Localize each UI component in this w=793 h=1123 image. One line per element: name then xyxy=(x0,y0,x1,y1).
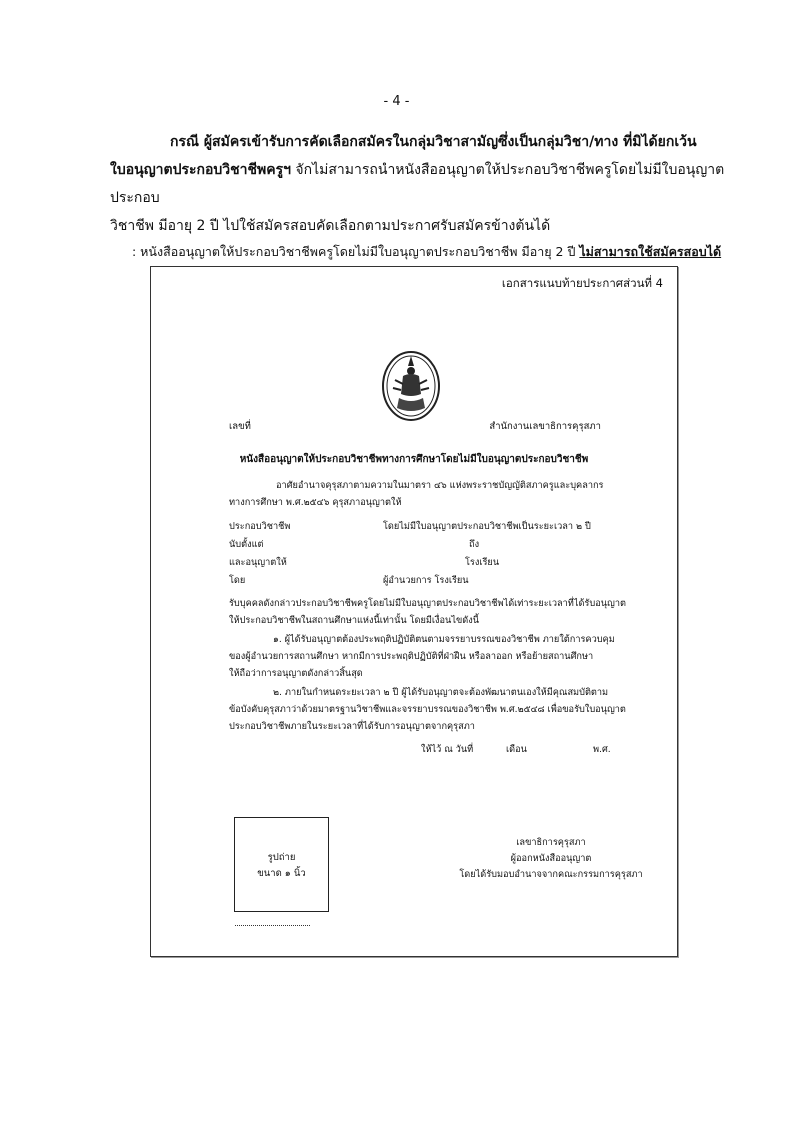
intro-line-1: กรณี ผู้สมัครเข้ารับการคัดเลือกสมัครในกลุ่มวิชาสามัญซึ่งเป็นกลุ่มวิชา/ทาง ที่มิได้ยกเว้น xyxy=(170,134,697,150)
para1-line-a: อาศัยอำนาจคุรุสภาตามความในมาตรา ๔๖ แห่งพระราชบัญญัติสภาครูและบุคลากร xyxy=(276,480,604,491)
sample-caption xyxy=(132,242,732,262)
field-profession-label: ประกอบวิชาชีพ xyxy=(229,521,291,532)
photo-placeholder xyxy=(234,817,329,912)
given-year-label: พ.ศ. xyxy=(593,744,611,755)
condition-1-line-a: ๑. ผู้ได้รับอนุญาตต้องประพฤติปฏิบัติตนตามจรรยาบรรณของวิชาชีพ ภายใต้การควบคุม xyxy=(273,634,615,645)
issuing-office: สำนักงานเลขาธิการคุรุสภา xyxy=(489,421,601,432)
signature-block xyxy=(441,835,661,883)
condition-2-line-b: ข้อบังคับคุรุสภาว่าด้วยมาตรฐานวิชาชีพและจรรยาบรรณของวิชาชีพ พ.ศ.๒๕๔๘ เพื่อขอรับใบอนุญาต xyxy=(229,704,626,715)
para2-line-b: ให้ประกอบวิชาชีพในสถานศึกษาแห่งนี้เท่านั้น โดยมีเงื่อนไขดังนี้ xyxy=(229,615,479,626)
field-profession-value: โดยไม่มีใบอนุญาตประกอบวิชาชีพเป็นระยะเวลา ๒ ปี xyxy=(383,521,591,532)
given-date-label: ให้ไว้ ณ วันที่ xyxy=(421,744,474,755)
permit-title: หนังสืออนุญาตให้ประกอบวิชาชีพทางการศึกษาโดยไม่มีใบอนุญาตประกอบวิชาชีพ xyxy=(239,454,589,465)
intro-line-2-rest: จักไม่สามารถนำหนังสืออนุญาตให้ประกอบวิชาชีพครูโดยไม่มีใบอนุญาตประกอบ xyxy=(110,162,725,206)
intro-paragraph xyxy=(110,128,732,240)
field-permit-label: และอนุญาตให้ xyxy=(229,557,287,568)
annex-label: เอกสารแนบท้ายประกาศส่วนที่ 4 xyxy=(501,276,663,290)
condition-1-line-c: ให้ถือว่าการอนุญาตดังกล่าวสิ้นสุด xyxy=(229,668,363,679)
intro-line-3: วิชาชีพ มีอายุ 2 ปี ไปใช้สมัครสอบคัดเลือกตามประกาศรับสมัครข้างต้นได้ xyxy=(110,218,551,234)
signer-role: ผู้ออกหนังสืออนุญาต xyxy=(510,853,592,864)
condition-2-line-a: ๒. ภายในกำหนดระยะเวลา ๒ ปี ผู้ได้รับอนุญาตจะต้องพัฒนาตนเองให้มีคุณสมบัติตาม xyxy=(273,687,609,698)
signature-dotted-line xyxy=(235,925,310,926)
given-month-label: เดือน xyxy=(506,744,527,755)
council-emblem-icon xyxy=(379,346,443,422)
condition-1-line-b: ของผู้อำนวยการสถานศึกษา หากมีการประพฤติปฏิบัติที่ฝ่าฝืน หรือลาออก หรือย้ายสถานศึกษา xyxy=(229,651,594,662)
sample-permit-document xyxy=(150,266,678,957)
field-by-label: โดย xyxy=(229,575,246,586)
document-number-label: เลขที่ xyxy=(229,421,251,432)
photo-label: รูปถ่าย xyxy=(267,852,296,863)
intro-line-2-bold: ใบอนุญาตประกอบวิชาชีพครูฯ xyxy=(110,162,291,178)
para1-line-b: ทางการศึกษา พ.ศ.๒๕๔๖ คุรุสภาอนุญาตให้ xyxy=(229,497,402,508)
condition-2-line-c: ประกอบวิชาชีพภายในระยะเวลาที่ได้รับการอนุญาตจากคุรุสภา xyxy=(229,721,475,732)
caption-text: : หนังสืออนุญาตให้ประกอบวิชาชีพครูโดยไม่มีใบอนุญาตประกอบวิชาชีพ มีอายุ 2 ปี xyxy=(132,244,580,259)
para2-line-a: รับบุคคลดังกล่าวประกอบวิชาชีพครูโดยไม่มีใบอนุญาตประกอบวิชาชีพได้เท่าระยะเวลาที่ได้รับอนุญาต xyxy=(229,598,626,609)
field-to-label: ถึง xyxy=(469,539,480,550)
intro-line-2 xyxy=(110,156,732,212)
signer-authority: โดยได้รับมอบอำนาจจากคณะกรรมการคุรุสภา xyxy=(459,869,643,880)
caption-emphasis: ไม่สามารถใช้สมัครสอบได้ xyxy=(579,244,722,259)
signer-title: เลขาธิการคุรุสภา xyxy=(516,837,586,848)
field-from-label: นับตั้งแต่ xyxy=(229,539,264,550)
field-director-label: ผู้อำนวยการ โรงเรียน xyxy=(383,575,469,586)
field-school-label: โรงเรียน xyxy=(465,557,500,568)
page-number: - 4 - xyxy=(383,94,410,109)
photo-size-label: ขนาด ๑ นิ้ว xyxy=(257,868,306,879)
